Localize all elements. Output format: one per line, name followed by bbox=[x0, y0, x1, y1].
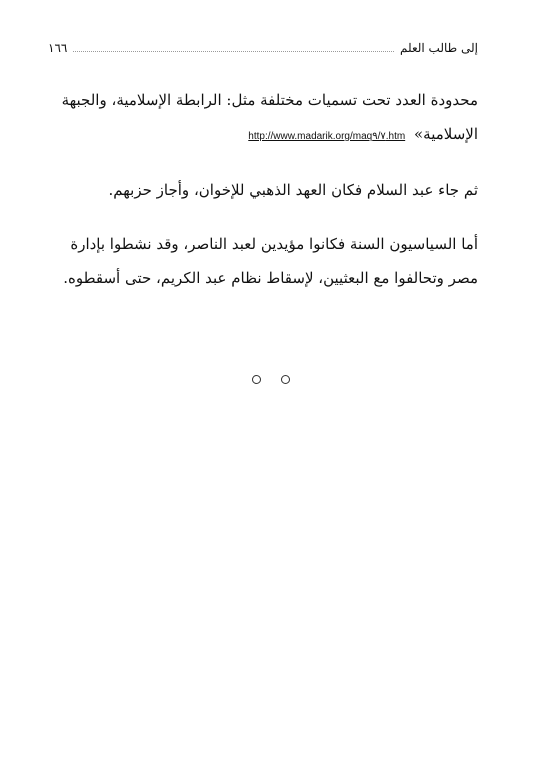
divider-circle-icon bbox=[252, 375, 261, 384]
paragraph-1-line-2 bbox=[48, 117, 478, 154]
paragraph-2-line-1: ثم جاء عبد السلام فكان العهد الذهبي للإخوان، وأجاز حزبهم. bbox=[108, 181, 478, 199]
paragraph-1-line-1: محدودة العدد تحت تسميات مختلفة مثل: الرابطة الإسلامية، والجبهة bbox=[61, 91, 478, 109]
paragraph-3-line-2: مصر وتحالفوا مع البعثيين، لإسقاط نظام عبد الكريم، حتى أسقطوه. bbox=[63, 269, 478, 287]
page-header bbox=[48, 36, 478, 56]
paragraph-2 bbox=[48, 173, 478, 207]
source-link[interactable]: http://www.madarik.org/maq٩/٧.htm bbox=[248, 131, 406, 142]
header-dotted-rule bbox=[73, 50, 394, 52]
divider-circle-icon bbox=[281, 375, 290, 384]
running-title: إلى طالب العلم bbox=[399, 41, 478, 55]
section-divider bbox=[0, 375, 541, 384]
paragraph-3-line-1: أما السياسيون السنة فكانوا مؤيدين لعبد الناصر، وقد نشطوا بإدارة bbox=[70, 235, 478, 253]
paragraph-3 bbox=[48, 227, 478, 295]
page-number: ١٦٦ bbox=[48, 41, 68, 55]
paragraph-1-line-2-text: الإسلامية» bbox=[413, 125, 478, 143]
paragraph-1 bbox=[48, 83, 478, 154]
